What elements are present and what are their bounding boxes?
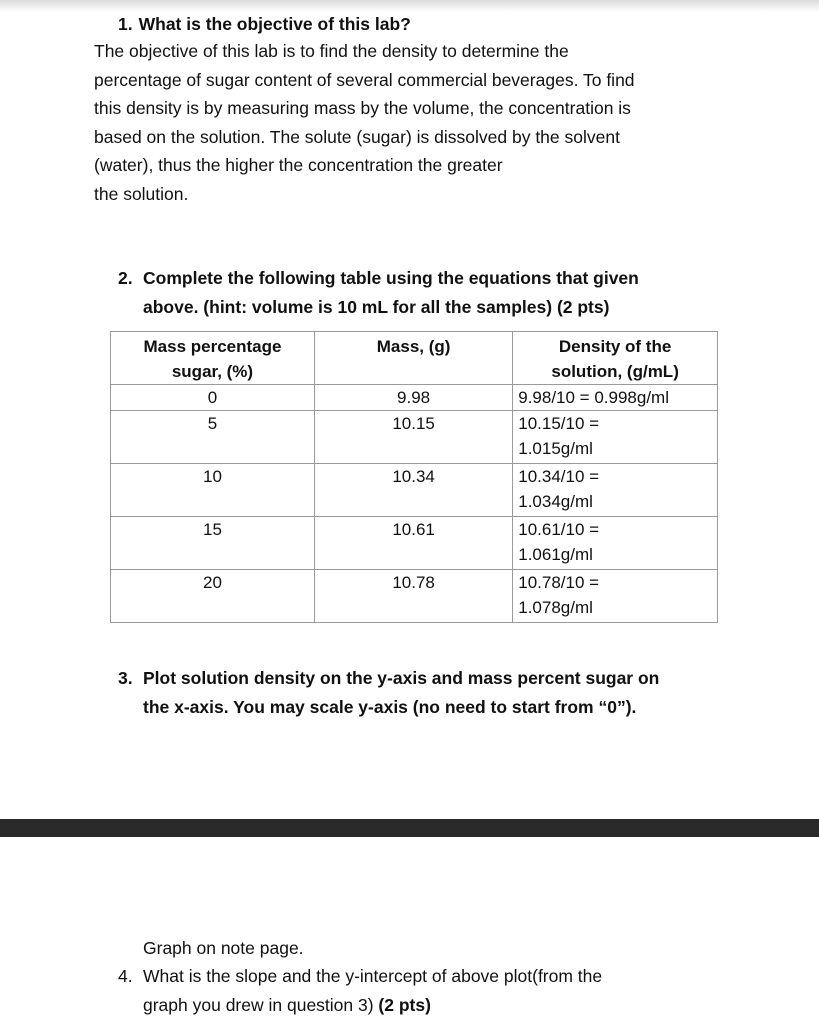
page-break-bar [0, 819, 819, 837]
table-row [111, 385, 718, 411]
q3-line1: Plot solution density on the y-axis and mass percent sugar on [143, 668, 660, 688]
graph-note: Graph on note page. [143, 938, 304, 958]
cell-mass: 10.78 [314, 570, 512, 623]
q3-number: 3. [118, 668, 133, 688]
cell-density: 10.61/10 = 1.061g/ml [513, 517, 718, 570]
table-row [111, 464, 718, 517]
q2-number: 2. [118, 268, 133, 288]
top-edge-shadow [0, 0, 819, 12]
q1-answer [94, 37, 734, 208]
header-mass: Mass, (g) [314, 332, 512, 385]
q3-line2: the x-axis. You may scale y-axis (no need to start from “0”). [143, 696, 637, 717]
q4-prompt [118, 962, 602, 1019]
q4-line2: graph you drew in question 3) (2 pts) [143, 994, 431, 1015]
q1-number: 1. [118, 14, 133, 34]
q4-number: 4. [118, 966, 133, 986]
cell-percent: 15 [111, 517, 315, 570]
q4-line1: What is the slope and the y-intercept of above plot(from the [143, 966, 603, 986]
header-mass-percentage: Mass percentage sugar, (%) [111, 332, 315, 385]
cell-percent: 20 [111, 570, 315, 623]
cell-percent: 10 [111, 464, 315, 517]
q1-answer-line: based on the solution. The solute (sugar) is dissolved by the solvent [94, 126, 620, 147]
cell-mass: 10.34 [314, 464, 512, 517]
density-table [110, 331, 718, 623]
q1-heading [118, 12, 411, 36]
q1-answer-line: The objective of this lab is to find the density to determine the [94, 41, 569, 61]
table-row [111, 517, 718, 570]
cell-mass: 10.61 [314, 517, 512, 570]
cell-percent: 5 [111, 411, 315, 464]
q3-prompt [118, 664, 659, 721]
q1-answer-line: this density is by measuring mass by the volume, the concentration is [94, 98, 631, 118]
cell-density: 9.98/10 = 0.998g/ml [513, 385, 718, 411]
header-density: Density of the solution, (g/mL) [513, 332, 718, 385]
cell-density: 10.34/10 = 1.034g/ml [513, 464, 718, 517]
cell-mass: 10.15 [314, 411, 512, 464]
q1-title: What is the objective of this lab? [138, 14, 411, 34]
q1-answer-line: (water), thus the higher the concentration the greater [94, 155, 503, 175]
cell-percent: 0 [111, 385, 315, 411]
q1-answer-line: percentage of sugar content of several commercial beverages. To find [94, 69, 635, 90]
table-header-row [111, 332, 718, 385]
table-row [111, 411, 718, 464]
cell-mass: 9.98 [314, 385, 512, 411]
cell-density: 10.78/10 = 1.078g/ml [513, 570, 718, 623]
q2-line2: above. (hint: volume is 10 mL for all the samples) (2 pts) [143, 296, 610, 317]
cell-density: 10.15/10 = 1.015g/ml [513, 411, 718, 464]
q2-prompt [118, 264, 639, 321]
q1-answer-line: the solution. [94, 183, 189, 204]
table-row [111, 570, 718, 623]
q2-line1: Complete the following table using the equations that given [143, 268, 639, 288]
